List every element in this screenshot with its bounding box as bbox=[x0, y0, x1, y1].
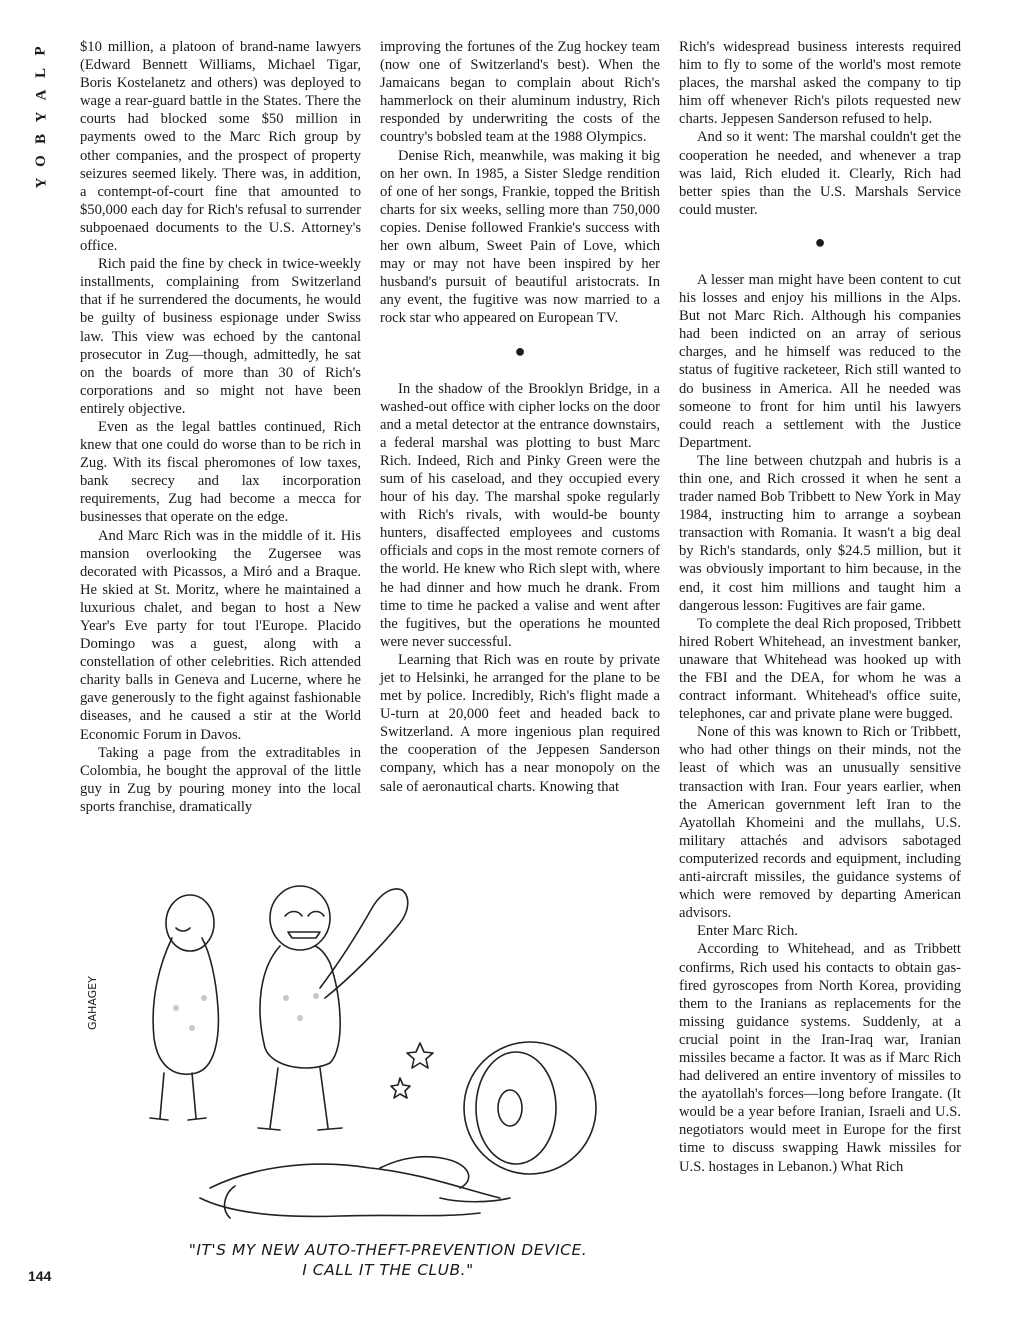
section-separator: ● bbox=[814, 231, 826, 252]
title-letter: L bbox=[32, 67, 49, 79]
title-letter: O bbox=[32, 155, 49, 167]
section-separator: ● bbox=[514, 340, 526, 361]
title-letter: A bbox=[33, 89, 49, 101]
article-column-2 bbox=[380, 38, 660, 796]
cartoonist-signature: GAHAGEY bbox=[86, 976, 99, 1030]
cartoon-illustration bbox=[80, 868, 670, 1278]
title-letter: P bbox=[32, 46, 49, 56]
title-letter: B bbox=[32, 133, 49, 145]
cartoon-caption bbox=[188, 1240, 588, 1280]
article-paragraph: Enter Marc Rich. bbox=[697, 923, 798, 940]
page-number: 144 bbox=[28, 1268, 52, 1284]
article-paragraph: A lesser man might have been content to cut his losses and enjoy his millions in the Alps. But not Marc Rich. Although his companies had been indicted on an array of serious charges, and he himself was reduced to the status of fugitive racketeer, Rich still wanted to do business in America. All he needed was someone to front for him until his lawyers could reach a settlement with the Justice Department. bbox=[679, 271, 961, 451]
article-column-3 bbox=[679, 38, 961, 1176]
article-paragraph: Even as the legal battles continued, Rich knew that one could do worse than to be rich in Zug. With its fiscal pheromones of low taxes, bank secrecy and lax incorporation requirements, Zug had become a mecca for businesses that operate on the edge. bbox=[80, 418, 361, 526]
caption-line: "IT'S MY NEW AUTO-THEFT-PREVENTION DEVICE. bbox=[188, 1241, 588, 1259]
article-paragraph: Learning that Rich was en route by private jet to Helsinki, he arranged for the plane to be met by police. Incredibly, Rich's flight made a U-turn at 20,000 feet and headed back to Switzerland. A more ingenious plan required the cooperation of the Jeppesen Sanderson company, which has a near monopoly on the sale of aeronautical charts. Knowing that bbox=[380, 651, 660, 795]
article-column-1 bbox=[80, 38, 361, 816]
article-paragraph: improving the fortunes of the Zug hockey team (now one of Switzerland's best). When the Jamaicans began to complain about Rich's hammerlock on their aluminum industry, Rich responded by underwriting the costs of the country's bobsled team at the 1988 Olympics. bbox=[380, 39, 660, 146]
magazine-vertical-title bbox=[30, 40, 52, 194]
article-paragraph: And so it went: The marshal couldn't get the cooperation he needed, and whenever a trap was laid, Rich eluded it. Clearly, Rich had better spies than the U.S. Marshals Service could muster. bbox=[679, 129, 961, 218]
article-paragraph: $10 million, a platoon of brand-name lawyers (Edward Bennett Williams, Michael Tigar, Boris Kostelanetz and others) was deployed to wage a rear-guard battle in the States. There the courts had blocked some $50 million in payments owed to the Marc Rich group by other companies, and the prospect of property seizures seemed likely. There was, in addition, a contempt-of-court fine that amounted to $50,000 each day for Rich's refusal to surrender subpoenaed documents to the U.S. Attorney's office. bbox=[80, 39, 361, 255]
article-paragraph: And Marc Rich was in the middle of it. His mansion overlooking the Zugersee was decorated with Picassos, a Miró and a Braque. He skied at St. Moritz, where he maintained a luxurious chalet, and began to host a New Year's Eve party for tout l'Europe. Placido Domingo was a guest, along with a constellation of other celebrities. Rich attended charity balls in Geneva and Lucerne, where he gave generously to the fight against fashionable diseases, and he caused a stir at the World Economic Forum in Davos. bbox=[80, 527, 361, 743]
article-paragraph: The line between chutzpah and hubris is a thin one, and Rich crossed it when he sent a trader named Bob Tribbett to New York in May 1984, instructing him to arrange a soybean transaction with Romania. It wasn't a big deal by Rich's standards, only $24.5 million, but it was obviously important to him because, in the end, it cost him millions and taught him a dangerous lesson: Fugitives are fair game. bbox=[679, 452, 961, 614]
article-paragraph: To complete the deal Rich proposed, Tribbett hired Robert Whitehead, an investment banker, unaware that Whitehead was hooked up with the FBI and the DEA, for whom he was a contract informant. Whitehead's office suite, telephones, car and private plane were bugged. bbox=[679, 615, 961, 723]
article-paragraph: Denise Rich, meanwhile, was making it big on her own. In 1985, a Sister Sledge rendition of one of her songs, Frankie, topped the British charts for six weeks, selling more than 750,000 copies. Denise followed Frankie's success with her own album, Sweet Pain of Love, which may or may not have been inspired by her husband's pursuit of beautiful aristocrats. In any event, the fugitive was now married to a rock star who appeared on European TV. bbox=[380, 147, 660, 327]
article-paragraph: Rich paid the fine by check in twice-weekly installments, complaining from Switzerland that if he surrendered the documents, he would be guilty of business espionage under Swiss law. This view was echoed by the cantonal prosecutor in Zug—though, admittedly, he sat on the boards of more than 30 of Rich's corporations and so might not have been entirely objective. bbox=[80, 256, 361, 417]
article-paragraph: According to Whitehead, and as Tribbett confirms, Rich used his contacts to obtain gas-fired gyroscopes from North Korea, providing them to the Iranians as replacements for the missing guidance systems. Suddenly, at a crucial point in the Iran-Iraq war, Iranian missiles became a factor. It was as if Marc Rich had delivered an entire inventory of missiles to the ayatollah's forces—long before Irangate. (It would be a year before Iranian, Israeli and U.S. negotiators would meet in Europe for the first time to discuss swapping Hawk missiles for U.S. hostages in Lebanon.) What Rich bbox=[679, 941, 961, 1175]
article-paragraph: In the shadow of the Brooklyn Bridge, in a washed-out office with cipher locks on the door and a metal detector at the entrance downstairs, a federal marshal was plotting to bust Marc Rich. Indeed, Rich and Pinky Green were the sum of his caseload, and they occupied every hour of his day. The marshal spoke regularly with Rich's rivals, with would-be bounty hunters, disaffected employees and customs officials and cops in the most remote corners of the world. He knew who Rich slept with, where he had dinner and how much he drank. From time to time he packed a valise and went after the fugitives, but the operations he mounted were never successful. bbox=[380, 380, 660, 650]
article-paragraph: Taking a page from the extraditables in Colombia, he bought the approval of the little guy in Zug by pouring money into the local sports franchise, dramatically bbox=[80, 744, 361, 815]
title-letter: Y bbox=[33, 111, 49, 123]
title-letter: Y bbox=[33, 177, 49, 189]
article-paragraph: None of this was known to Rich or Tribbett, who had other things on their minds, not the least of which was an unusually sensitive transaction with Iran. Four years earlier, when the American government left Iran to the Ayatollah Khomeini and the mullahs, U.S. military attachés and advisors sabotaged computerized records and equipment, including anti-aircraft missiles, the guidance systems of which were removed by departing American advisors. bbox=[679, 724, 961, 922]
article-paragraph: Rich's widespread business interests required him to fly to some of the world's most remote places, the marshal asked the company to tip him off whenever Rich's pilots requested new charts. Jeppesen Sanderson refused to help. bbox=[679, 39, 961, 128]
caption-line: I CALL IT THE CLUB." bbox=[302, 1261, 474, 1279]
